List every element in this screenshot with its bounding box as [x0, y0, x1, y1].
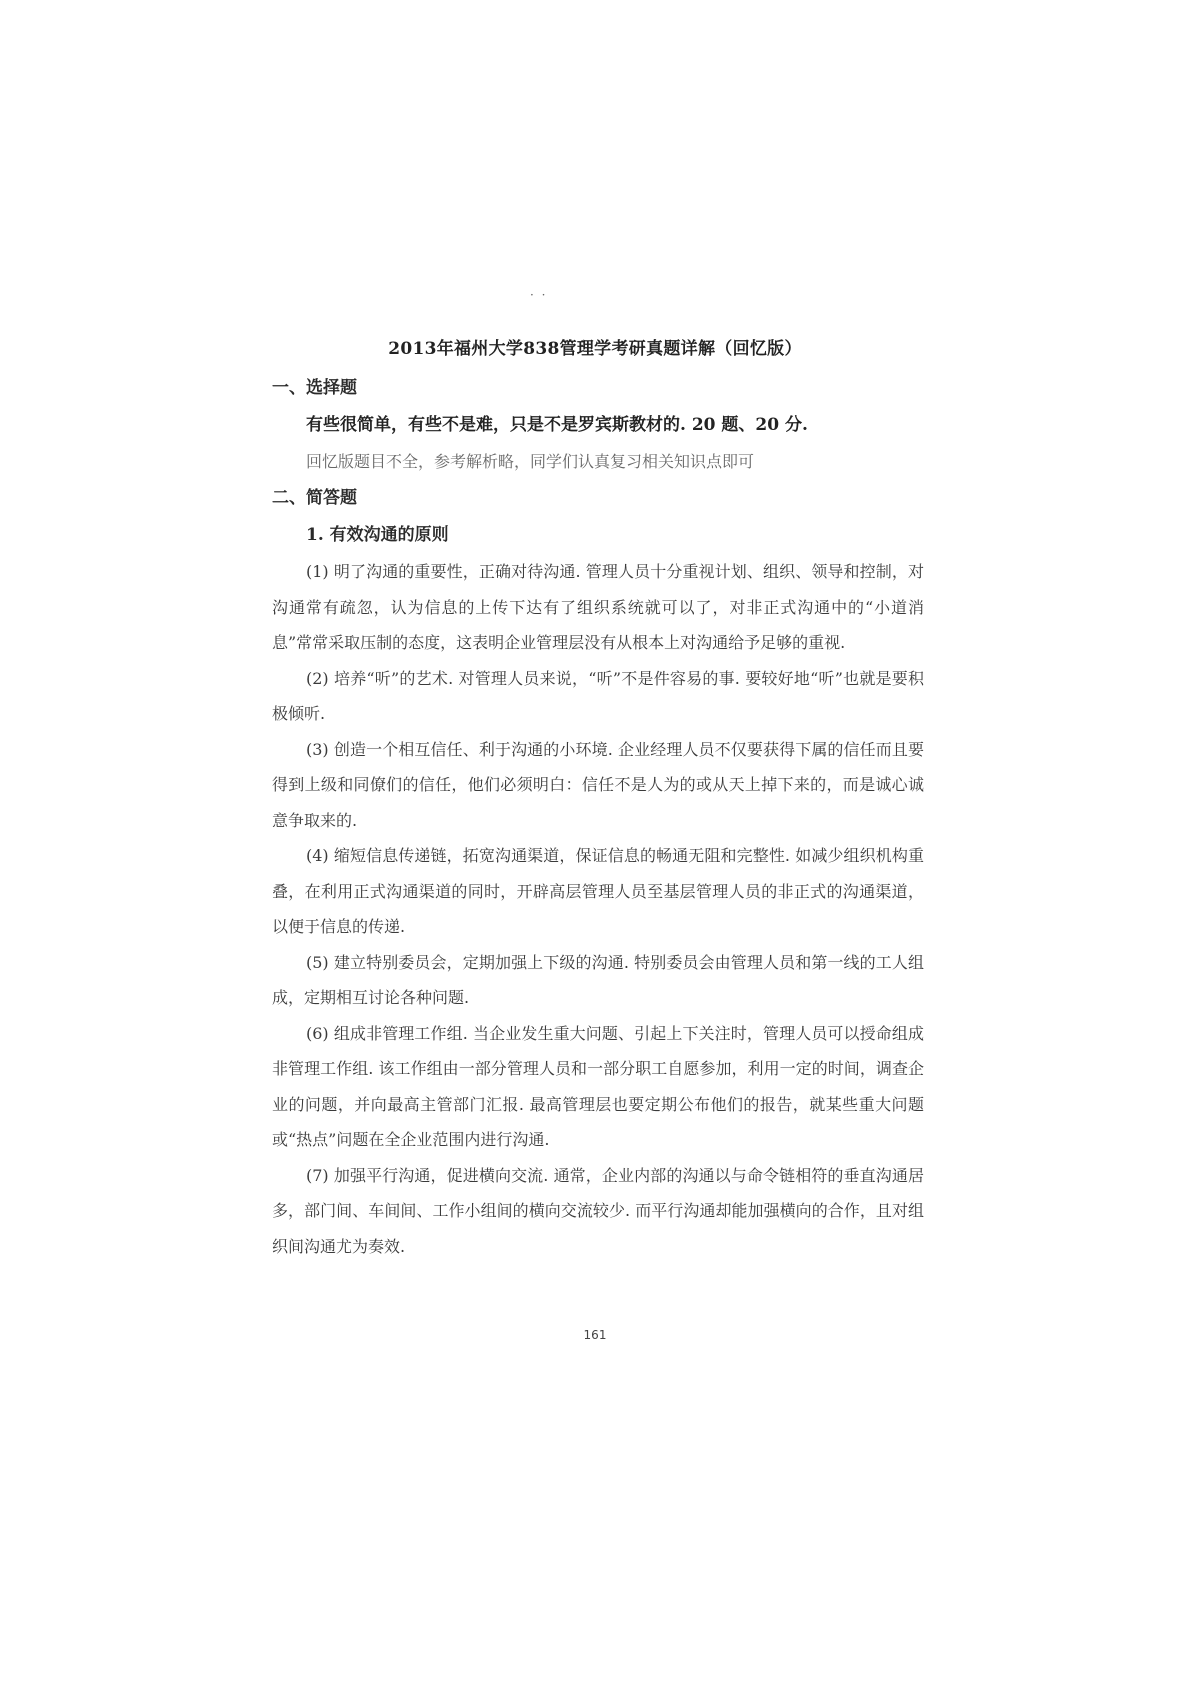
paragraph-7: (7) 加强平行沟通，促进横向交流. 通常，企业内部的沟通以与命令链相符的垂直沟通居多，部门间、车间间、工作小组间的横向交流较少. 而平行沟通却能加强横向的合作，且对组织间沟通尤为奏效.: [272, 1165, 924, 1256]
page-number: 161: [583, 1328, 607, 1342]
paragraph-1: (1) 明了沟通的重要性，正确对待沟通. 管理人员十分重视计划、组织、领导和控制，对沟通常有疏忽，认为信息的上传下达有了组织系统就可以了，对非正式沟通中的“小道消息”常常采取压制的态度，这表明企业管理层没有从根本上对沟通给予足够的重视.: [272, 562, 924, 652]
document-title: 2013年福州大学838管理学考研真题详解（回忆版）: [388, 339, 802, 359]
top-marks: · ·: [530, 288, 548, 302]
choice-note-light: 回忆版题目不全，参考解析略，同学们认真复习相关知识点即可: [306, 452, 755, 471]
paragraph-3: (3) 创造一个相互信任、利于沟通的小环境. 企业经理人员不仅要获得下属的信任而且要得到上级和同僚们的信任，他们必须明白：信任不是人为的或从天上掉下来的，而是诚心诚意争取来的.: [272, 739, 924, 830]
paragraph-4: (4) 缩短信息传递链，拓宽沟通渠道，保证信息的畅通无阻和完整性. 如减少组织机构重叠，在利用正式沟通渠道的同时，开辟高层管理人员至基层管理人员的非正式的沟通渠道，以便于信息的传递.: [272, 846, 924, 936]
choice-note-bold: 有些很简单，有些不是难，只是不是罗宾斯教材的. 20 题、20 分.: [306, 415, 808, 435]
question-1-title: 1. 有效沟通的原则: [306, 525, 449, 545]
section-heading-short-answer: 二、简答题: [272, 488, 357, 508]
paragraph-2: (2) 培养“听”的艺术. 对管理人员来说，“听”不是件容易的事. 要较好地“听”也就是要积极倾听.: [272, 668, 924, 723]
section-heading-choice: 一、选择题: [272, 378, 357, 398]
paragraph-5: (5) 建立特别委员会，定期加强上下级的沟通. 特别委员会由管理人员和第一线的工人组成，定期相互讨论各种问题.: [272, 952, 924, 1007]
document-body: [272, 370, 924, 1264]
paragraph-6: (6) 组成非管理工作组. 当企业发生重大问题、引起上下关注时，管理人员可以授命组成非管理工作组. 该工作组由一部分管理人员和一部分职工自愿参加，利用一定的时间，调查企业的问题，并向最高主管部门汇报. 最高管理层也要定期公布他们的报告，就某些重大问题或“热点”问题在全企业范围内进行沟通.: [272, 1023, 924, 1149]
